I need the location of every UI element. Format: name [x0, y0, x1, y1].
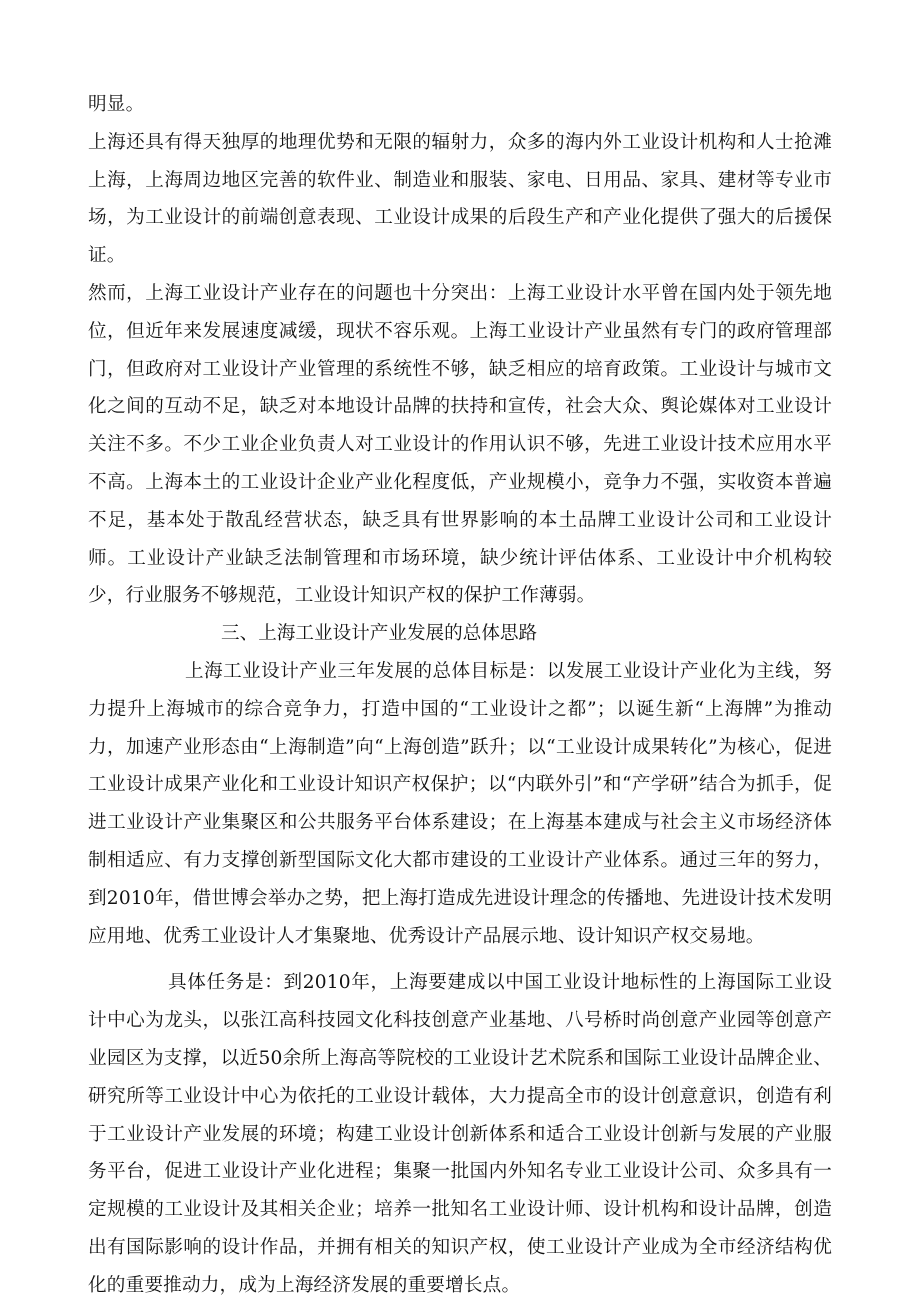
paragraph-continuation: 明显。	[88, 94, 145, 115]
paragraph-geographic-advantage: 上海还具有得天独厚的地理优势和无限的辐射力，众多的海内外工业设计机构和人士抢滩上海，上海周边地区完善的软件业、制造业和服装、家电、日用品、家具、建材等专业市场，为工业设计的前端创意表现、工业设计成果的后段生产和产业化提供了强大的后援保证。	[88, 131, 832, 267]
paragraph-specific-tasks: 具体任务是：到2010年，上海要建成以中国工业设计地标性的上海国际工业设计中心为龙头，以张江高科技园文化科技创意产业基地、八号桥时尚创意产业园等创意产业园区为支撑，以近50余所上海高等院校的工业设计艺术院系和国际工业设计品牌企业、研究所等工业设计中心为依托的工业设计载体，大力提高全市的设计创意意识，创造有利于工业设计产业发展的环境；构建工业设计创新体系和适合工业设计创新与发展的产业服务平台，促进工业设计产业化进程；集聚一批国内外知名专业工业设计公司、众多具有一定规模的工业设计及其相关企业；培养一批知名工业设计师、设计机构和设计品牌，创造出有国际影响的设计作品，并拥有相关的知识产权，使工业设计产业成为全市经济结构优化的重要推动力，成为上海经济发展的重要增长点。	[88, 972, 832, 1296]
document-body	[88, 86, 832, 1305]
paragraph-spacer	[88, 955, 832, 964]
paragraph-overall-goal: 上海工业设计产业三年发展的总体目标是：以发展工业设计产业化为主线，努力提升上海城市的综合竞争力，打造中国的“工业设计之都”；以诞生新“上海牌”为推动力，加速产业形态由“上海制造”向“上海创造”跃升；以“工业设计成果转化”为核心，促进工业设计成果产业化和工业设计知识产权保护；以“内联外引”和“产学研”结合为抓手，促进工业设计产业集聚区和公共服务平台体系建设；在上海基本建成与社会主义市场经济体制相适应、有力支撑创新型国际文化大都市建设的工业设计产业体系。通过三年的努力，到2010年，借世博会举办之势，把上海打造成先进设计理念的传播地、先进设计技术发明应用地、优秀工业设计人才集聚地、优秀设计产品展示地、设计知识产权交易地。	[88, 660, 832, 947]
paragraph-problems: 然而，上海工业设计产业存在的问题也十分突出：上海工业设计水平曾在国内处于领先地位，但近年来发展速度减缓，现状不容乐观。上海工业设计产业虽然有专门的政府管理部门，但政府对工业设计产业管理的系统性不够，缺乏相应的培育政策。工业设计与城市文化之间的互动不足，缺乏对本地设计品牌的扶持和宣传，社会大众、舆论媒体对工业设计关注不多。不少工业企业负责人对工业设计的作用认识不够，先进工业设计技术应用水平不高。上海本土的工业设计企业产业化程度低，产业规模小，竞争力不强，实收资本普遍不足，基本处于散乱经营状态，缺乏具有世界影响的本土品牌工业设计公司和工业设计师。工业设计产业缺乏法制管理和市场环境，缺少统计评估体系、工业设计中介机构较少，行业服务不够规范，工业设计知识产权的保护工作薄弱。	[88, 282, 832, 607]
section-heading: 三、上海工业设计产业发展的总体思路	[221, 623, 538, 645]
